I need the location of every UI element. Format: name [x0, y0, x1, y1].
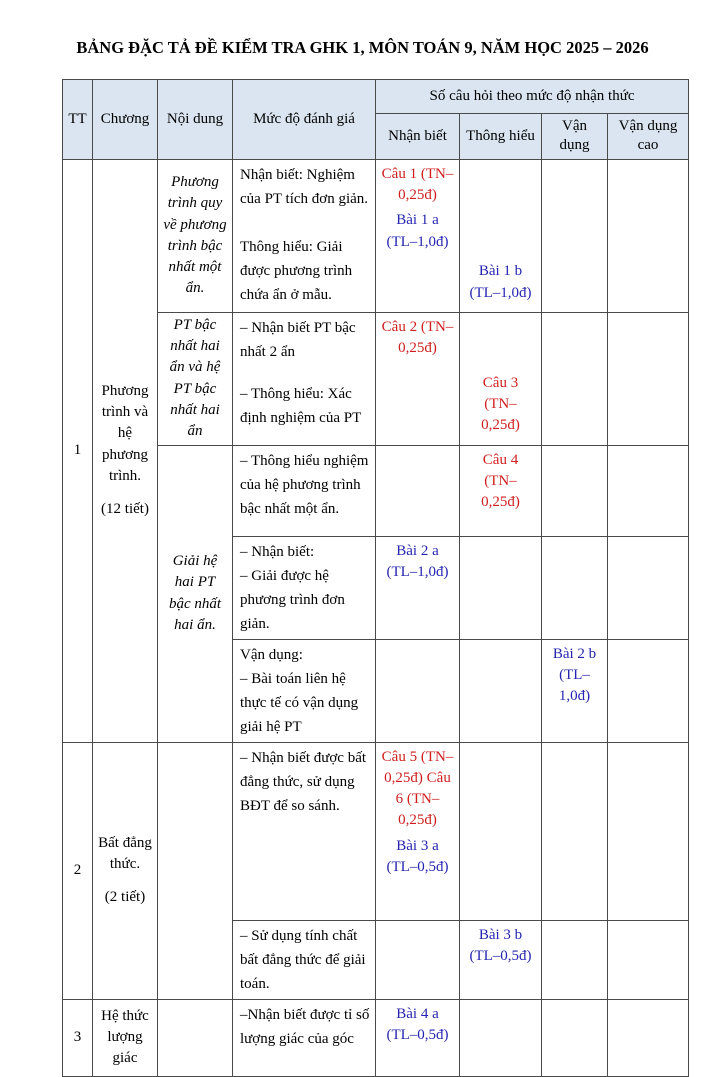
cell-s3r1-nhanbiet — [376, 999, 460, 1076]
assessment-text: –Nhận biết được tỉ số lượng giác của góc — [240, 1006, 370, 1047]
assessment-text: – Thông hiểu nghiệm của hệ phương trình bậc nhất một ẩn. — [240, 452, 369, 517]
assessment-text: – Sử dụng tính chất bất đẳng thức để giải toán. — [240, 927, 366, 992]
col-header-nhanbiet: Nhận biết — [376, 113, 460, 159]
document-page — [0, 38, 725, 1077]
question-ref-tl: Bài 1 a (TL–1,0đ) — [386, 212, 449, 250]
assessment-text: – Nhận biết PT bậc nhất 2 ẩn — [240, 319, 356, 360]
cell-s3-tt: 3 — [63, 999, 93, 1076]
cell-s1r3b-mucdo — [233, 536, 376, 639]
empty-cell — [376, 639, 460, 742]
question-ref-tn: Câu 2 (TN–0,25đ) — [381, 318, 454, 357]
empty-cell — [376, 445, 460, 536]
cell-s3r1-mucdo — [233, 999, 376, 1076]
cell-s1r3a-mucdo — [233, 445, 376, 536]
empty-cell — [158, 999, 233, 1076]
question-ref-tl: Bài 2 b (TL–1,0đ) — [552, 645, 597, 705]
chapter-duration: (2 tiết) — [104, 889, 146, 906]
empty-cell — [608, 159, 689, 312]
cell-s2r2-thonghieu — [460, 920, 542, 999]
table-row — [63, 999, 689, 1076]
cell-s1r3c-mucdo — [233, 639, 376, 742]
empty-cell — [542, 312, 608, 445]
question-ref-tl: Bài 3 b (TL–0,5đ) — [469, 926, 532, 964]
cell-s1r2-mucdo — [233, 312, 376, 445]
question-ref-tn: Câu 1 (TN–0,25đ) — [381, 165, 454, 204]
col-header-noidung: Nội dung — [158, 79, 233, 159]
empty-cell — [608, 536, 689, 639]
cell-s1r1-mucdo — [233, 159, 376, 312]
cell-s1-tt: 1 — [63, 159, 93, 742]
empty-cell — [542, 999, 608, 1076]
table-row — [63, 742, 689, 920]
empty-cell — [608, 639, 689, 742]
assessment-text: Thông hiểu: Giải được phương trình chứa ẩn ở mẫu. — [240, 238, 353, 303]
assessment-text: Vận dụng: — [240, 646, 303, 663]
col-header-thonghieu: Thông hiểu — [460, 113, 542, 159]
cell-s1r2-thonghieu — [460, 312, 542, 445]
cell-s3-chuong — [93, 999, 158, 1076]
chapter-duration: (12 tiết) — [101, 501, 149, 518]
empty-cell — [608, 920, 689, 999]
empty-cell — [608, 742, 689, 920]
table-row — [63, 159, 689, 312]
empty-cell — [460, 742, 542, 920]
empty-cell — [460, 536, 542, 639]
assessment-text: – Nhận biết: — [240, 543, 315, 560]
assessment-text: – Giải được hệ phương trình đơn giản. — [240, 567, 345, 632]
assessment-text: – Nhận biết được bất đẳng thức, sử dụng BĐT để so sánh. — [240, 749, 367, 814]
col-header-question-group: Số câu hỏi theo mức độ nhận thức — [376, 79, 689, 113]
table-header — [63, 79, 689, 159]
question-ref-tn: Câu 4 (TN–0,25đ) — [481, 451, 520, 511]
empty-cell — [542, 445, 608, 536]
cell-s2r1-mucdo — [233, 742, 376, 920]
question-ref-tl: Bài 2 a (TL–1,0đ) — [386, 542, 449, 580]
col-header-tt: TT — [63, 79, 93, 159]
col-header-mucdo: Mức độ đánh giá — [233, 79, 376, 159]
chapter-name: Phương trình và hệ phương trình. — [101, 382, 149, 484]
assessment-text: – Bài toán liên hệ thực tế có vận dụng giải hệ PT — [240, 670, 359, 735]
empty-cell — [608, 999, 689, 1076]
document-title: BẢNG ĐẶC TẢ ĐỀ KIỂM TRA GHK 1, MÔN TOÁN 9, NĂM HỌC 2025 – 2026 — [76, 38, 649, 57]
cell-s2-chuong — [93, 742, 158, 999]
empty-cell — [608, 445, 689, 536]
col-header-chuong: Chương — [93, 79, 158, 159]
col-header-vandung: Vận dụng — [542, 113, 608, 159]
question-ref-tl: Bài 1 b (TL–1,0đ) — [469, 263, 532, 301]
cell-s1r1-noidung: Phương trình quy về phương trình bậc nhất một ẩn. — [158, 159, 233, 312]
cell-s1-chuong — [93, 159, 158, 742]
empty-cell — [460, 999, 542, 1076]
empty-cell — [608, 312, 689, 445]
empty-cell — [542, 159, 608, 312]
question-ref-tn: Câu 5 (TN–0,25đ) Câu 6 (TN–0,25đ) — [381, 748, 454, 829]
exam-spec-table — [62, 79, 689, 1077]
question-ref-tl: Bài 3 a (TL–0,5đ) — [386, 837, 449, 876]
empty-cell — [158, 742, 233, 999]
cell-s1r1-nhanbiet — [376, 159, 460, 312]
cell-s1r1-thonghieu — [460, 159, 542, 312]
cell-s1r3-noidung: Giải hệ hai PT bậc nhất hai ẩn. — [158, 445, 233, 742]
empty-cell — [460, 639, 542, 742]
cell-s1r3b-nhanbiet — [376, 536, 460, 639]
question-ref-tl: Bài 4 a (TL–0,5đ) — [386, 1005, 449, 1043]
cell-s1r2-nhanbiet — [376, 312, 460, 445]
question-ref-tn: Câu 3 (TN–0,25đ) — [481, 374, 520, 434]
assessment-text: Nhận biết: Nghiệm của PT tích đơn giản. — [240, 166, 369, 207]
cell-s2r1-nhanbiet — [376, 742, 460, 920]
empty-cell — [542, 920, 608, 999]
chapter-name: Hệ thức lượng giác — [101, 1007, 149, 1067]
empty-cell — [376, 920, 460, 999]
chapter-name: Bất đẳng thức. — [98, 834, 152, 872]
cell-s1r3a-thonghieu — [460, 445, 542, 536]
col-header-vandungcao: Vận dụng cao — [608, 113, 689, 159]
cell-s1r3c-vandung — [542, 639, 608, 742]
empty-cell — [542, 536, 608, 639]
cell-s2-tt: 2 — [63, 742, 93, 999]
empty-cell — [542, 742, 608, 920]
assessment-text: – Thông hiểu: Xác định nghiệm của PT — [240, 385, 362, 426]
cell-s1r2-noidung: PT bậc nhất hai ẩn và hệ PT bậc nhất hai ẩn — [158, 312, 233, 445]
cell-s2r2-mucdo — [233, 920, 376, 999]
